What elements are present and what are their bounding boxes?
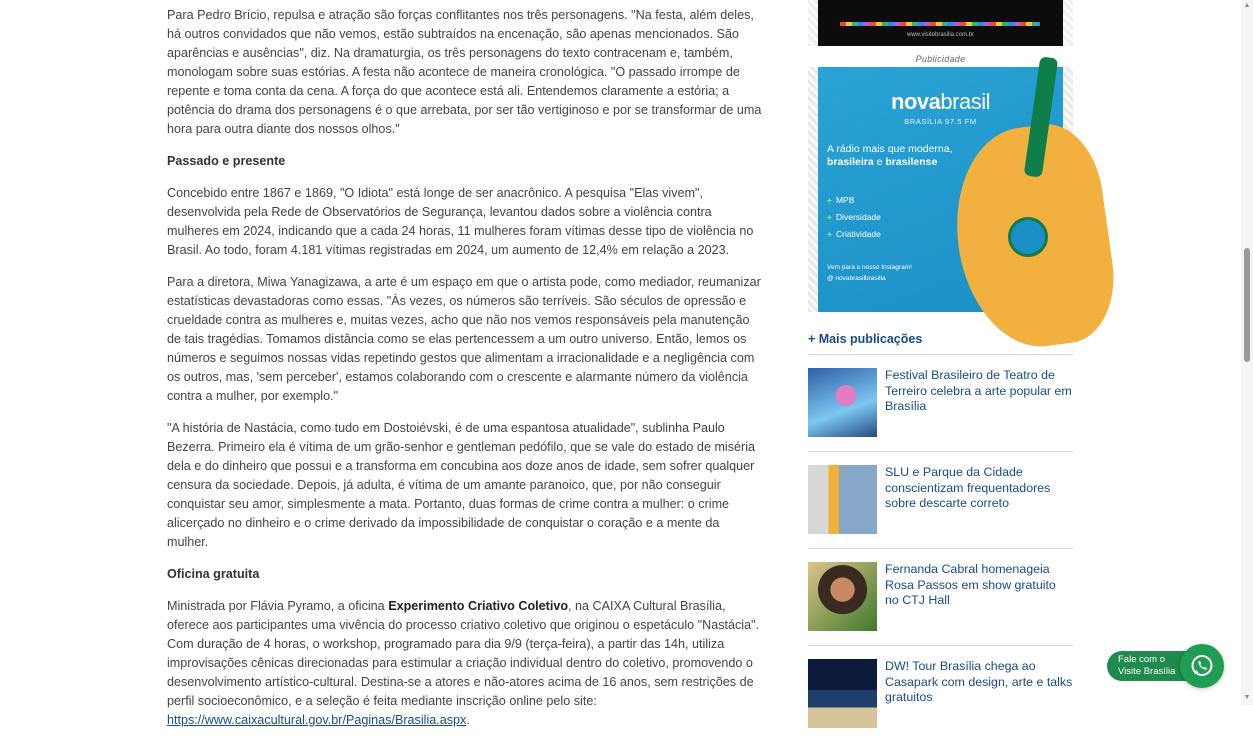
plus-icon: + xyxy=(827,229,832,239)
instagram-callout xyxy=(827,262,912,284)
plus-icon: + xyxy=(827,212,832,222)
workshop-name: Experimento Criativo Coletivo xyxy=(388,599,569,613)
logo-brasil: brasil xyxy=(940,89,990,114)
publication-thumbnail[interactable] xyxy=(808,465,877,534)
slogan-text: A rádio mais que moderna, xyxy=(827,143,953,155)
whatsapp-line2: Visite Brasília xyxy=(1118,666,1176,677)
article-paragraph: Para Pedro Brício, repulsa e atração são forças conflitantes nos três personagens. "Na festa, além deles, há outros convidados que não vemos, estão subtraídos na encenação, são apenas mencionados. São aparências e ausências", diz. Na dramaturgia, os três personagens do texto contracenam e, também, monologam sobre suas estórias. A festa não acontece de maneira cronológica. "O passado irrompe de repente e toma conta da cena. A força do que acontece está ali. Entendemos claramente a estória; a potência do drama dos personagens é o que arrebata, por ser tão vertiginoso e por se transformar de uma hora para outra diante dos nossos olhos." xyxy=(167,8,762,136)
scroll-up-arrow[interactable]: ▲ xyxy=(1243,2,1251,9)
publication-thumbnail[interactable] xyxy=(808,368,877,437)
feature-item xyxy=(827,212,881,222)
publication-title[interactable]: SLU e Parque da Cidade conscientizam frequentadores sobre descarte correto xyxy=(885,465,1051,510)
novabrasil-logo xyxy=(818,89,1063,115)
publication-title[interactable]: Festival Brasileiro de Teatro de Terreiro celebra a arte popular em Brasília xyxy=(885,368,1072,413)
feature-label: Diversidade xyxy=(835,212,881,222)
publication-thumbnail[interactable] xyxy=(808,562,877,631)
whatsapp-button[interactable] xyxy=(1180,644,1224,688)
article-paragraph-oficina xyxy=(167,597,763,730)
novabrasil-ad[interactable] xyxy=(808,67,1073,312)
text: . xyxy=(466,713,470,727)
frequency-label: BRASÍLIA 97.5 FM xyxy=(904,117,977,126)
publication-item[interactable] xyxy=(808,549,1073,646)
feature-item xyxy=(827,229,881,239)
section-heading-oficina: Oficina gratuita xyxy=(167,567,260,581)
slogan-bold: brasileira xyxy=(827,156,874,168)
instagram-line: Vem para o nosso Instagram! xyxy=(827,264,912,271)
caixa-cultural-link[interactable]: https://www.caixacultural.gov.br/Paginas/Brasilia.aspx xyxy=(167,713,467,727)
publication-item[interactable] xyxy=(808,355,1073,452)
sidebar xyxy=(808,0,1073,743)
visite-brasilia-ad[interactable] xyxy=(808,0,1073,46)
feature-item xyxy=(827,195,881,205)
scroll-thumb[interactable] xyxy=(1244,248,1250,362)
feature-label: Criatividade xyxy=(835,229,881,239)
ad-panel xyxy=(818,67,1063,312)
article-paragraph: Concebido entre 1867 e 1869, "O Idiota" está longe de ser anacrônico. A pesquisa "Elas vivem", desenvolvida pela Rede de Observatórios de Segurança, levantou dados sobre a violência contra mulheres em 2024, indicando que a cada 24 horas, 11 mulheres foram vítimas desse tipo de violência no Brasil. Ao todo, foram 4.181 vítimas registradas em 2024, um aumento de 12,4% em relação a 2023. xyxy=(167,186,754,257)
instagram-handle: @ novabrasilbrasilia xyxy=(827,275,886,282)
whatsapp-chat-widget[interactable] xyxy=(1107,644,1225,688)
article-body xyxy=(167,6,763,743)
text: Ministrada por Flávia Pyramo, a oficina xyxy=(167,599,389,613)
text: , na CAIXA Cultural Brasília, oferece aos participantes uma vivência do processo criativo coletivo que originou o espetáculo "Nastácia". Com duração de 4 horas, o workshop, programado para dia 9/9 (terça-feira), a partir das 14h, utiliza improvisações cênicas direcionadas para estimular a criação individual dentro do coletivo, promovendo o desenvolvimento artístico-cultural. Destina-se a atores e não-atores acima de 16 anos, sem restrições de perfil socioeconômico, e a seleção é feita mediante inscrição online pelo site: xyxy=(167,599,760,708)
article-paragraph: Para a diretora, Miwa Yanagizawa, a arte é um espaço em que o artista pode, como mediador, reumanizar estatísticas devastadoras como essas. "Às vezes, os números são terríveis. São séculos de opressão e crueldade contra as mulheres e, muitas vezes, acho que não nos vemos responsáveis pela manutenção de tais tragédias. Tomamos distância como se elas pertencessem a um outro universo. Então, lemos os números e seguimos nossas vidas repetindo gestos que alimentam a irracionalidade e a negligência com os outros, mas, 'sem perceber', estamos colaborando com o crescente e alarmante número da violência contra a mulher, por exemplo." xyxy=(167,275,761,403)
guitar-hole-illustration xyxy=(1008,217,1048,257)
publication-item[interactable] xyxy=(808,646,1073,743)
feature-list xyxy=(827,195,881,246)
logo-nova: nova xyxy=(891,89,941,114)
feature-label: MPB xyxy=(835,195,855,205)
page-scrollbar[interactable] xyxy=(1241,0,1253,705)
slogan-text: e xyxy=(873,156,886,168)
whatsapp-line1: Fale com o xyxy=(1118,654,1165,665)
ad-url: www.visitebrasilia.com.br xyxy=(906,32,975,38)
more-publications-title[interactable]: + Mais publicações xyxy=(808,332,1073,355)
slogan-bold: brasilense xyxy=(885,156,938,168)
scroll-down-arrow[interactable]: ▼ xyxy=(1243,694,1251,701)
ad-slogan xyxy=(827,143,957,169)
section-heading-passado: Passado e presente xyxy=(167,154,286,168)
whatsapp-icon xyxy=(1189,653,1215,679)
publication-item[interactable] xyxy=(808,452,1073,549)
publicidade-label: Publicidade xyxy=(915,54,966,64)
ad-color-stripe xyxy=(840,22,1040,26)
article-paragraph: "A história de Nastácia, como tudo em Dostoiévski, é de uma espantosa atualidade", sublinha Paulo Bezerra. Primeiro ela é vítima de um grão-senhor e gentleman pedófilo, que se vale do estado de miséria dela e do dinheiro que possui e a transforma em concubina aos doze anos de idade, sem sofrer qualquer censura da sociedade. Depois, já adulta, é vítima de um amante paranoico, que, por não conseguir conquistar seu amor, simplesmente a mata. Portanto, duas formas de crime contra a mulher: o crime alicerçado no dinheiro e o crime derivado da impossibilidade de conquistar o coração e a mente da mulher. xyxy=(167,421,756,549)
publication-title[interactable]: DW! Tour Brasília chega ao Casapark com design, arte e talks gratuitos xyxy=(885,659,1073,704)
publication-title[interactable]: Fernanda Cabral homenageia Rosa Passos em show gratuito no CTJ Hall xyxy=(885,562,1056,607)
publication-thumbnail[interactable] xyxy=(808,659,877,728)
plus-icon: + xyxy=(827,195,832,205)
